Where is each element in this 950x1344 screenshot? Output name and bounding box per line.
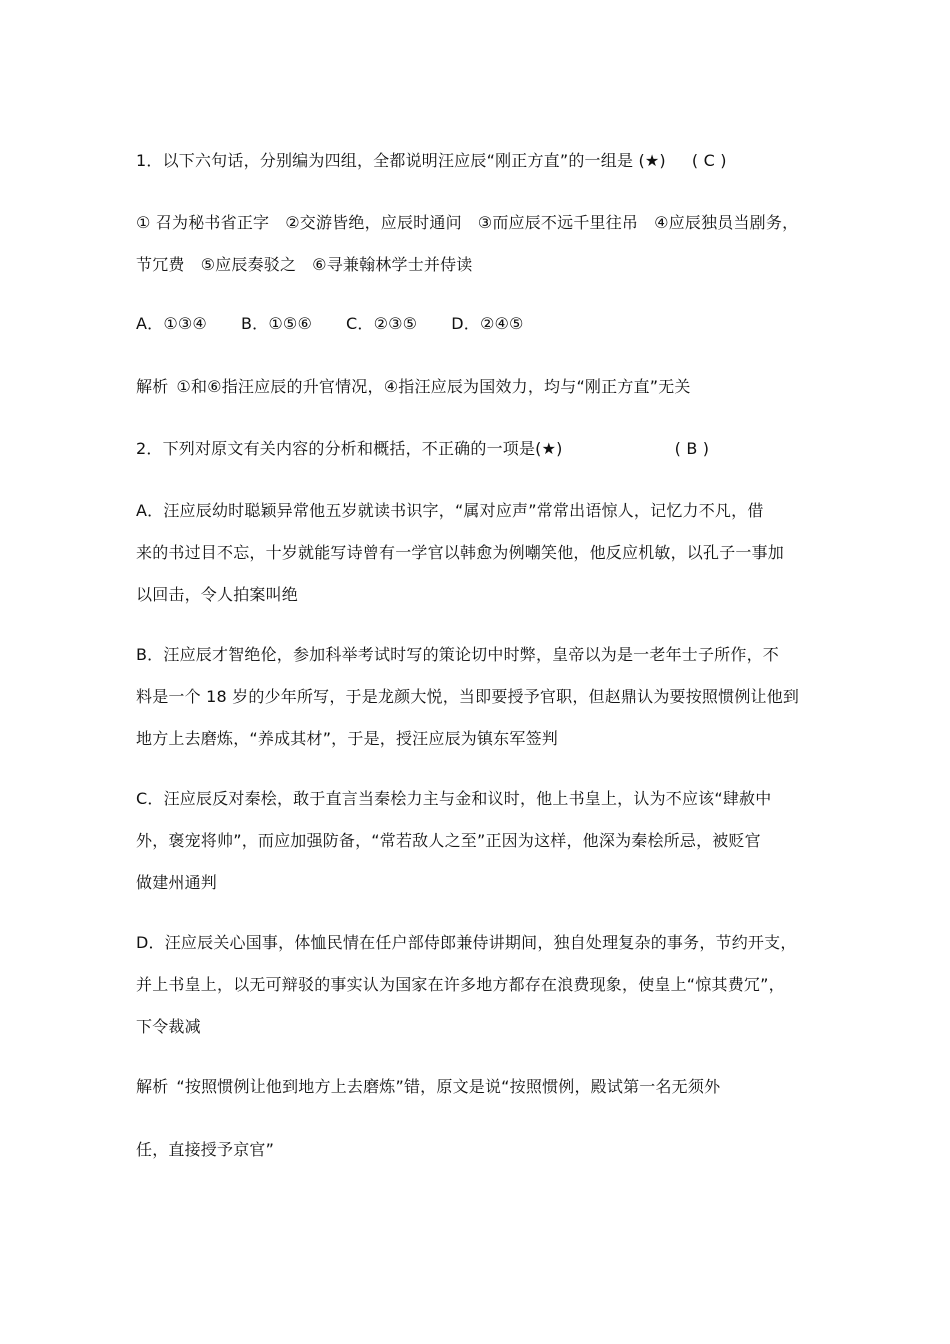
q2-option-c-line-1: C．汪应辰反对秦桧，敢于直言当秦桧力主与金和议时，他上书皇上，认为不应该“肆赦中 xyxy=(136,789,772,808)
q1-stem: 1．以下六句话，分别编为四组，全都说明汪应辰“刚正方直”的一组是 (★) xyxy=(136,151,666,170)
q1-options xyxy=(136,314,524,334)
q1-option-d: D．②④⑤ xyxy=(451,314,524,333)
q1-analysis-label: 解析 xyxy=(136,377,169,396)
q2-stem: 2．下列对原文有关内容的分析和概括，不正确的一项是(★) xyxy=(136,439,563,458)
q1-item-4-cont: 节冗费 xyxy=(136,255,185,274)
q2-option-b-line-2: 料是一个 18 岁的少年所写，于是龙颜大悦，当即要授予官职，但赵鼎认为要按照惯例让他到 xyxy=(136,687,800,706)
q1-item-5: ⑤应辰奏驳之 xyxy=(200,255,297,274)
q1-item-1: ① 召为秘书省正字 xyxy=(136,213,270,232)
q2-option-d-line-2: 并上书皇上，以无可辩驳的事实认为国家在许多地方都存在浪费现象，使皇上“惊其费冗”， xyxy=(136,975,785,994)
q2-option-c-line-2: 外，褒宠将帅”，而应加强防备，“常若敌人之至”正因为这样，他深为秦桧所忌，被贬官 xyxy=(136,831,761,850)
q1-option-a: A．①③④ xyxy=(136,314,207,333)
q2-option-a-line-2: 来的书过目不忘，十岁就能写诗曾有一学官以韩愈为例嘲笑他，他反应机敏，以孔子一事加 xyxy=(136,543,785,562)
q1-item-6: ⑥寻兼翰林学士并侍读 xyxy=(312,255,473,274)
q2-analysis-text-1: “按照惯例让他到地方上去磨炼”错，原文是说“按照惯例，殿试第一名无须外 xyxy=(176,1077,721,1096)
q1-item-3: ③而应辰不远千里往吊 xyxy=(477,213,639,232)
q2-option-d-line-3: 下令裁减 xyxy=(136,1017,201,1036)
q1-stem-line xyxy=(136,151,727,171)
q2-option-c-line-3: 做建州通判 xyxy=(136,873,218,892)
q1-option-c: C．②③⑤ xyxy=(346,314,418,333)
q1-items-line-2 xyxy=(136,255,473,275)
q1-item-4: ④应辰独员当剧务， xyxy=(654,213,799,232)
q2-option-a-line-3: 以回击，令人拍案叫绝 xyxy=(136,585,299,604)
q2-analysis-line-1 xyxy=(136,1077,720,1097)
q1-analysis xyxy=(136,377,691,397)
q2-analysis-label: 解析 xyxy=(136,1077,169,1096)
q2-option-a-line-1: A．汪应辰幼时聪颖异常他五岁就读书识字，“属对应声”常常出语惊人，记忆力不凡，借 xyxy=(136,501,764,520)
q1-item-2: ②交游皆绝，应辰时通问 xyxy=(285,213,462,232)
q2-stem-line xyxy=(136,439,709,459)
q2-option-b-line-1: B．汪应辰才智绝伦，参加科举考试时写的策论切中时弊，皇帝以为是一老年士子所作，不 xyxy=(136,645,779,664)
q1-analysis-text: ①和⑥指汪应辰的升官情况，④指汪应辰为国效力，均与“刚正方直”无关 xyxy=(176,377,691,396)
q2-option-b-line-3: 地方上去磨炼，“养成其材”，于是，授汪应辰为镇东军签判 xyxy=(136,729,558,748)
q2-option-d-line-1: D．汪应辰关心国事，体恤民情在任户部侍郎兼侍讲期间，独自处理复杂的事务，节约开支， xyxy=(136,933,797,952)
q1-option-b: B．①⑤⑥ xyxy=(240,314,312,333)
q1-answer: ( C ) xyxy=(691,151,727,170)
q2-answer: ( B ) xyxy=(674,439,710,458)
q2-analysis-line-2: 任，直接授予京官” xyxy=(136,1140,275,1159)
q1-items-line-1 xyxy=(136,213,798,233)
